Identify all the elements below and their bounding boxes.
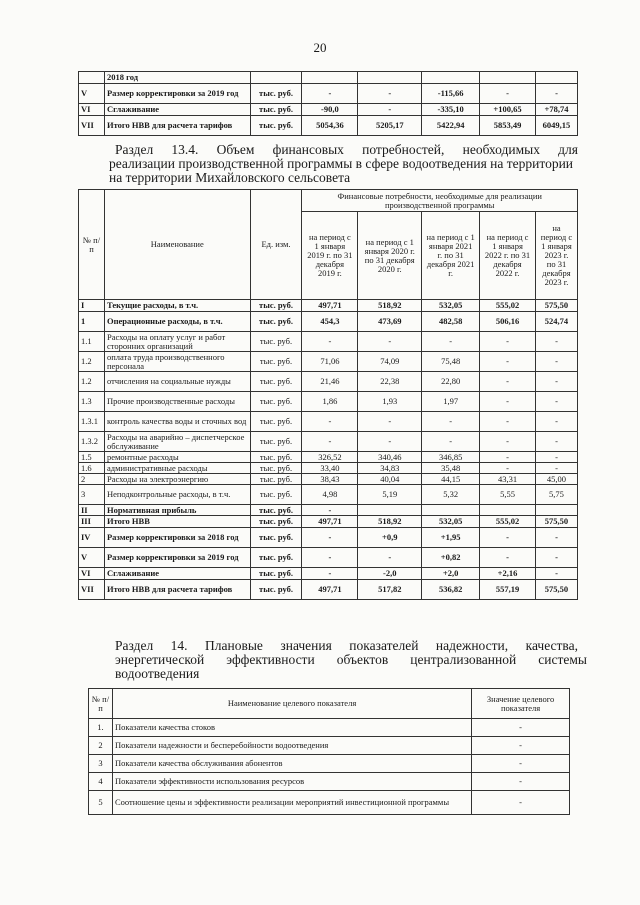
col-name-header: Наименование <box>104 190 250 300</box>
row-value: 482,58 <box>422 312 480 332</box>
row-value: - <box>302 332 358 352</box>
row-value: 5,55 <box>480 485 536 505</box>
table-row <box>79 485 578 505</box>
row-value: - <box>535 392 577 412</box>
row-value: - <box>480 452 536 463</box>
row-value: - <box>302 528 358 548</box>
row-value: 536,82 <box>422 580 480 600</box>
row-value: 5054,36 <box>302 116 358 136</box>
row-value: - <box>302 548 358 568</box>
indicator-num: 2 <box>89 737 113 755</box>
indicator-num: 3 <box>89 755 113 773</box>
table-row <box>79 516 578 528</box>
row-num: 1.2 <box>79 372 105 392</box>
row-value: - <box>422 412 480 432</box>
table-row <box>79 72 578 84</box>
ind-name-header: Наименование целевого показателя <box>112 689 471 719</box>
row-value: 497,71 <box>302 516 358 528</box>
row-value <box>535 72 577 84</box>
row-value: -2,0 <box>358 568 422 580</box>
row-num: VII <box>79 580 105 600</box>
row-value <box>358 505 422 516</box>
table-row <box>79 452 578 463</box>
row-value: 22,80 <box>422 372 480 392</box>
row-unit: тыс. руб. <box>250 412 302 432</box>
row-num: 1.5 <box>79 452 105 463</box>
row-value: 524,74 <box>535 312 577 332</box>
section-13-4-heading-cont <box>109 156 585 185</box>
row-value <box>302 72 358 84</box>
row-num: V <box>79 548 105 568</box>
row-name: Текущие расходы, в т.ч. <box>104 300 250 312</box>
row-value <box>422 505 480 516</box>
row-value: - <box>480 432 536 452</box>
row-value: - <box>535 452 577 463</box>
row-num: IV <box>79 528 105 548</box>
section-14-line-3: водоотведения <box>115 666 200 681</box>
row-value: - <box>535 412 577 432</box>
period-header: на период с 1 января 2020 г. по 31 декабря 2020 г. <box>358 212 422 300</box>
table-row <box>79 116 578 136</box>
row-value: - <box>302 568 358 580</box>
row-value: +2,16 <box>480 568 536 580</box>
row-value: 74,09 <box>358 352 422 372</box>
row-num: VI <box>79 568 105 580</box>
row-value: 326,52 <box>302 452 358 463</box>
indicator-value: - <box>472 755 570 773</box>
table-row <box>79 474 578 485</box>
indicator-name: Показатели качества обслуживания абонентов <box>112 755 471 773</box>
row-name: Неподконтрольные расходы, в т.ч. <box>104 485 250 505</box>
row-num: II <box>79 505 105 516</box>
table-row <box>79 412 578 432</box>
table-row <box>79 392 578 412</box>
row-value <box>358 72 422 84</box>
row-name: административные расходы <box>104 463 250 474</box>
row-value: 1,97 <box>422 392 480 412</box>
row-value: 497,71 <box>302 300 358 312</box>
row-unit: тыс. руб. <box>250 332 302 352</box>
row-name: Расходы на оплату услуг и работ сторонних организаций <box>104 332 250 352</box>
row-value: - <box>302 432 358 452</box>
section-14-heading-2 <box>115 653 587 667</box>
section-14-heading-3 <box>115 667 578 681</box>
row-value: 21,46 <box>302 372 358 392</box>
row-value: +100,65 <box>480 104 536 116</box>
period-header: на период с 1 января 2022 г. по 31 декабря 2022 г. <box>480 212 536 300</box>
row-unit <box>250 72 302 84</box>
row-unit: тыс. руб. <box>250 300 302 312</box>
row-value: 557,19 <box>480 580 536 600</box>
row-value: 1,93 <box>358 392 422 412</box>
row-unit: тыс. руб. <box>250 505 302 516</box>
row-unit: тыс. руб. <box>250 485 302 505</box>
row-value: - <box>535 463 577 474</box>
row-name: контроль качества воды и сточных вод <box>104 412 250 432</box>
row-value: - <box>358 332 422 352</box>
row-value: 346,85 <box>422 452 480 463</box>
financial-needs-table <box>78 189 578 600</box>
row-value: 34,83 <box>358 463 422 474</box>
indicator-value: - <box>472 791 570 815</box>
row-value: 454,3 <box>302 312 358 332</box>
row-num: I <box>79 300 105 312</box>
row-value: 5,32 <box>422 485 480 505</box>
row-value: 75,48 <box>422 352 480 372</box>
row-unit: тыс. руб. <box>250 463 302 474</box>
row-value: - <box>535 372 577 392</box>
row-name: Итого НВВ для расчета тарифов <box>104 580 250 600</box>
row-num: 1.3 <box>79 392 105 412</box>
row-value: 22,38 <box>358 372 422 392</box>
indicator-name: Показатели качества стоков <box>112 719 471 737</box>
row-unit: тыс. руб. <box>250 548 302 568</box>
table-row <box>79 332 578 352</box>
row-num: VII <box>79 116 105 136</box>
row-value: - <box>535 432 577 452</box>
row-value: - <box>480 548 536 568</box>
row-value: 5205,17 <box>358 116 422 136</box>
row-name: Размер корректировки за 2018 год <box>104 528 250 548</box>
row-value <box>422 72 480 84</box>
row-value: +2,0 <box>422 568 480 580</box>
row-value: 517,82 <box>358 580 422 600</box>
section-13-4-heading <box>115 143 578 157</box>
table-row <box>89 737 570 755</box>
row-name: Расходы на электроэнергию <box>104 474 250 485</box>
row-value: - <box>358 104 422 116</box>
table-row <box>79 548 578 568</box>
row-name: Прочие производственные расходы <box>104 392 250 412</box>
group-header: Финансовые потребности, необходимые для реализации производственной программы <box>302 190 578 212</box>
row-num: 1 <box>79 312 105 332</box>
row-num: 1.3.2 <box>79 432 105 452</box>
row-unit: тыс. руб. <box>250 116 302 136</box>
row-value: -90,0 <box>302 104 358 116</box>
indicator-name: Показатели эффективности использования ресурсов <box>112 773 471 791</box>
indicator-num: 5 <box>89 791 113 815</box>
row-value: +1,95 <box>422 528 480 548</box>
row-value: - <box>480 412 536 432</box>
section-14-line-2: энергетической эффективности объектов централизованной системы <box>115 652 587 667</box>
row-value: 35,48 <box>422 463 480 474</box>
row-name: Операционные расходы, в т.ч. <box>104 312 250 332</box>
row-value: +0,9 <box>358 528 422 548</box>
row-name: отчисления на социальные нужды <box>104 372 250 392</box>
row-num: 1.6 <box>79 463 105 474</box>
row-name: Размер корректировки за 2019 год <box>104 548 250 568</box>
row-value: 5853,49 <box>480 116 536 136</box>
row-value: 575,50 <box>535 300 577 312</box>
indicator-name: Соотношение цены и эффективности реализации мероприятий инвестиционной программы <box>112 791 471 815</box>
table-row <box>89 719 570 737</box>
row-value: 518,92 <box>358 300 422 312</box>
row-value: - <box>358 432 422 452</box>
row-value: - <box>302 505 358 516</box>
row-unit: тыс. руб. <box>250 452 302 463</box>
table-row <box>89 773 570 791</box>
row-num: VI <box>79 104 105 116</box>
row-unit: тыс. руб. <box>250 474 302 485</box>
row-value: - <box>535 528 577 548</box>
row-value: 33,40 <box>302 463 358 474</box>
row-name: Нормативная прибыль <box>104 505 250 516</box>
row-value: 1,86 <box>302 392 358 412</box>
row-value: 6049,15 <box>535 116 577 136</box>
row-num: 3 <box>79 485 105 505</box>
table-row <box>79 104 578 116</box>
row-num <box>79 72 105 84</box>
row-value: 38,43 <box>302 474 358 485</box>
row-name: оплата труда производственного персонала <box>104 352 250 372</box>
row-unit: тыс. руб. <box>250 568 302 580</box>
table-row <box>79 463 578 474</box>
row-unit: тыс. руб. <box>250 392 302 412</box>
row-value: - <box>480 352 536 372</box>
row-value <box>535 505 577 516</box>
row-unit: тыс. руб. <box>250 104 302 116</box>
ind-value-header: Значение целевого показателя <box>472 689 570 719</box>
row-value: 43,31 <box>480 474 536 485</box>
row-value: 532,05 <box>422 300 480 312</box>
row-value: 518,92 <box>358 516 422 528</box>
table-row <box>79 372 578 392</box>
row-value: - <box>480 372 536 392</box>
table-row <box>89 755 570 773</box>
row-num: 1.2 <box>79 352 105 372</box>
row-value <box>480 72 536 84</box>
indicator-name: Показатели надежности и бесперебойности водоотведения <box>112 737 471 755</box>
row-value: 5422,94 <box>422 116 480 136</box>
section-14-heading <box>115 639 578 653</box>
indicator-value: - <box>472 737 570 755</box>
row-value: 71,06 <box>302 352 358 372</box>
ind-num-header: № п/п <box>89 689 113 719</box>
row-value: 44,15 <box>422 474 480 485</box>
indicator-value: - <box>472 719 570 737</box>
row-value: - <box>480 332 536 352</box>
row-value: - <box>535 84 577 104</box>
page-number: 20 <box>313 40 327 55</box>
row-value: 473,69 <box>358 312 422 332</box>
col-unit-header: Ед. изм. <box>250 190 302 300</box>
table-row <box>79 84 578 104</box>
row-value: - <box>422 432 480 452</box>
row-value: 575,50 <box>535 516 577 528</box>
row-value: - <box>480 528 536 548</box>
row-value: - <box>480 392 536 412</box>
row-value: - <box>422 332 480 352</box>
table-row <box>79 568 578 580</box>
row-value: - <box>480 84 536 104</box>
row-value: - <box>302 412 358 432</box>
period-header: на период с 1 января 2019 г. по 31 декабря 2019 г. <box>302 212 358 300</box>
target-indicators-table <box>88 688 570 815</box>
table-row <box>89 791 570 815</box>
row-value: - <box>480 463 536 474</box>
row-name: Итого НВВ для расчета тарифов <box>104 116 250 136</box>
table-row <box>79 528 578 548</box>
row-value: - <box>535 548 577 568</box>
table-row <box>79 352 578 372</box>
row-name: Расходы на аварийно – диспетчерское обслуживание <box>104 432 250 452</box>
table-row <box>79 505 578 516</box>
section-13-4-line-2: реализации производственной программы в сфере водоотведения на территории <box>109 156 574 171</box>
row-value: 40,04 <box>358 474 422 485</box>
row-name: Сглаживание <box>104 104 250 116</box>
row-value: - <box>535 332 577 352</box>
period-header: на период с 1 января 2021 г. по 31 декабря 2021 г. <box>422 212 480 300</box>
indicator-num: 1. <box>89 719 113 737</box>
row-value: - <box>358 548 422 568</box>
table-row <box>79 300 578 312</box>
row-value: +78,74 <box>535 104 577 116</box>
section-14-line-1: Раздел 14. Плановые значения показателей надежности, качества, <box>115 638 578 653</box>
row-value: 4,98 <box>302 485 358 505</box>
col-num-header: № п/п <box>79 190 105 300</box>
row-unit: тыс. руб. <box>250 84 302 104</box>
indicator-num: 4 <box>89 773 113 791</box>
row-value: +0,82 <box>422 548 480 568</box>
row-unit: тыс. руб. <box>250 312 302 332</box>
table-row <box>79 312 578 332</box>
period-header: на период с 1 января 2023 г. по 31 декабря 2023 г. <box>535 212 577 300</box>
row-num: III <box>79 516 105 528</box>
row-value: - <box>358 412 422 432</box>
row-name: ремонтные расходы <box>104 452 250 463</box>
row-name: Сглаживание <box>104 568 250 580</box>
row-unit: тыс. руб. <box>250 528 302 548</box>
row-value: 5,19 <box>358 485 422 505</box>
row-num: 1.1 <box>79 332 105 352</box>
row-num: 1.3.1 <box>79 412 105 432</box>
row-unit: тыс. руб. <box>250 372 302 392</box>
row-value: 555,02 <box>480 516 536 528</box>
row-value: 532,05 <box>422 516 480 528</box>
row-name: Итого НВВ <box>104 516 250 528</box>
row-value: 340,46 <box>358 452 422 463</box>
section-13-4-line-3: на территории Михайловского сельсовета <box>109 170 351 185</box>
row-value: 497,71 <box>302 580 358 600</box>
row-unit: тыс. руб. <box>250 352 302 372</box>
row-value: - <box>535 568 577 580</box>
row-value <box>480 505 536 516</box>
row-unit: тыс. руб. <box>250 516 302 528</box>
row-name: 2018 год <box>104 72 250 84</box>
section-13-4-line-1: Раздел 13.4. Объем финансовых потребностей, необходимых для <box>115 142 578 157</box>
row-num: V <box>79 84 105 104</box>
row-value: 5,75 <box>535 485 577 505</box>
row-value: 555,02 <box>480 300 536 312</box>
row-name: Размер корректировки за 2019 год <box>104 84 250 104</box>
row-value: 575,50 <box>535 580 577 600</box>
row-value: -115,66 <box>422 84 480 104</box>
row-unit: тыс. руб. <box>250 580 302 600</box>
top-summary-table <box>78 71 578 136</box>
row-value: - <box>358 84 422 104</box>
row-value: 45,00 <box>535 474 577 485</box>
table-row <box>79 432 578 452</box>
table-row <box>79 580 578 600</box>
row-value: - <box>535 352 577 372</box>
row-unit: тыс. руб. <box>250 432 302 452</box>
row-value: 506,16 <box>480 312 536 332</box>
row-num: 2 <box>79 474 105 485</box>
row-value: - <box>302 84 358 104</box>
indicator-value: - <box>472 773 570 791</box>
row-value: -335,10 <box>422 104 480 116</box>
